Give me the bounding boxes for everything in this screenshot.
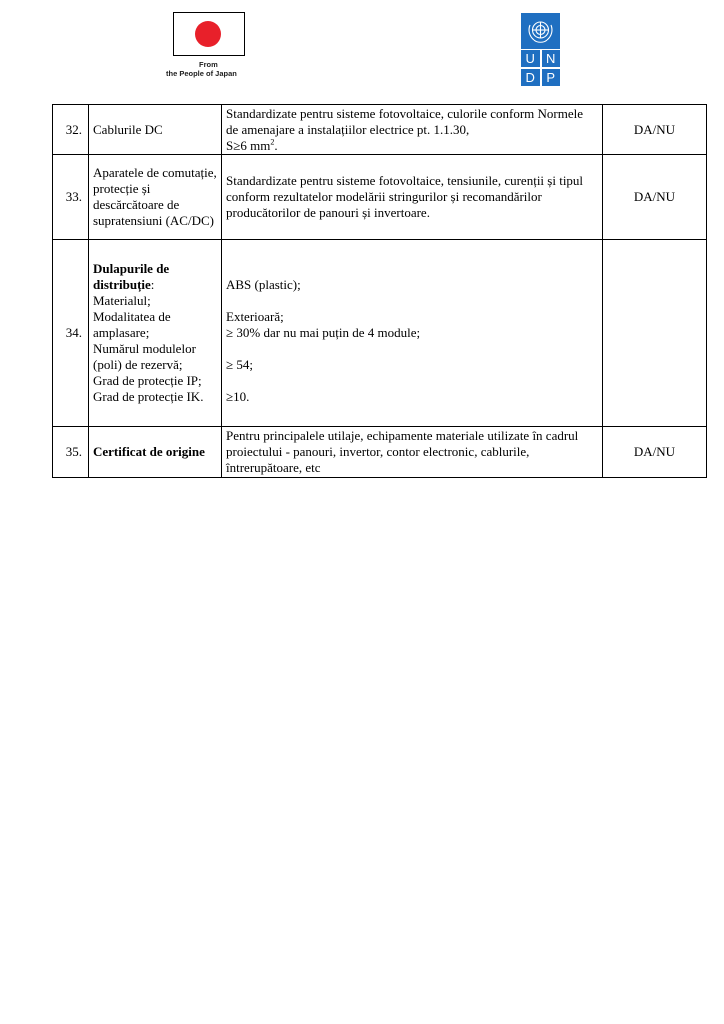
name-item: Numărul modulelor (poli) de rezervă; [93,341,196,372]
specification-table [52,104,707,478]
row-name: Aparatele de comutație, protecție și descărcătoare de supratensiuni (AC/DC) [89,155,222,240]
undp-letter-n: N [542,50,561,67]
row-number: 32. [53,105,89,155]
japan-flag-icon [173,12,245,56]
name-item: Grad de protecție IP; [93,373,202,388]
desc-item: ≥ 30% dar nu mai puțin de 4 module; [226,325,421,340]
undp-logo [521,13,560,86]
table-row [53,427,707,478]
name-item: Modalitatea de amplasare; [93,309,171,340]
row-answer [603,240,707,427]
undp-letter-p: P [542,69,561,86]
desc-item: Exterioară; [226,309,284,324]
description-end: . [274,137,278,153]
un-emblem-icon [521,13,560,49]
undp-letters [521,50,560,86]
row-number: 34. [53,240,89,427]
undp-letter-d: D [521,69,540,86]
table-row [53,105,707,155]
japan-caption-line1: From [199,60,218,69]
row-description [222,240,603,427]
row-description: Standardizate pentru sisteme fotovoltaice, tensiunile, curenții și tipul conform rezultatelor modelării stringurilor și recomandărilor producătorilor de panouri și invertoare. [222,155,603,240]
row-answer: DA/NU [603,105,707,155]
table-row [53,240,707,427]
name-item: Materialul; [93,293,151,308]
superscript: 2 [270,137,275,147]
row-description: Pentru principalele utilaje, echipamente materiale utilizate în cadrul proiectului - panouri, invertor, contor electronic, cablurile, întrerupătoare, etc [222,427,603,478]
row-number: 33. [53,155,89,240]
description-text: Standardizate pentru sisteme fotovoltaice, culorile conform Normele de amenajare a instalațiilor electrice pt. 1.1.30, [226,105,584,137]
desc-item: ≥ 54; [226,357,253,372]
desc-item: ABS (plastic); [226,277,301,292]
japan-logo-caption [166,60,256,78]
row-number: 35. [53,427,89,478]
description-formula: S≥6 mm [226,137,271,153]
row-answer: DA/NU [603,427,707,478]
row-name: Cablurile DC [89,105,222,155]
flag-sun [195,21,221,47]
japan-logo [166,12,256,78]
row-answer: DA/NU [603,155,707,240]
row-name-colon: : [150,277,155,292]
row-name: Certificat de origine [89,427,222,478]
row-name-title: Dulapurile de distribuție [93,261,170,292]
table-row [53,155,707,240]
row-name [89,240,222,427]
row-description [222,105,603,155]
japan-caption-line2: the People of Japan [166,69,237,78]
desc-item: ≥10. [226,389,250,404]
undp-letter-u: U [521,50,540,67]
name-item: Grad de protecție IK. [93,389,204,404]
